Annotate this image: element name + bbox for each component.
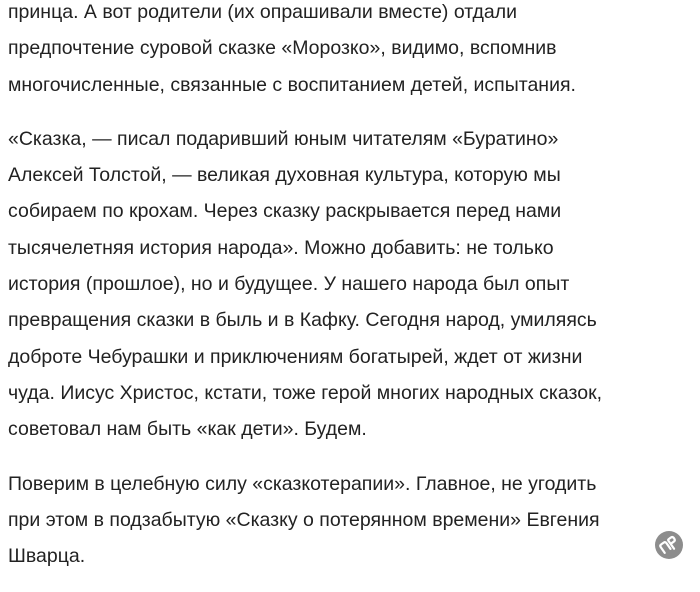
text-line: Алексей Толстой, — великая духовная культура, которую мы	[8, 164, 561, 187]
paragraph-3	[8, 466, 692, 575]
article-body	[8, 0, 692, 592]
text-line: Поверим в целебную силу «сказкотерапии». Главное, не угодить	[8, 472, 597, 495]
text-line: Шварца.	[8, 545, 86, 568]
publisher-logo-icon	[655, 531, 683, 559]
text-line: советовал нам быть «как дети». Будем.	[8, 418, 367, 441]
text-line: тысячелетняя история народа». Можно добавить: не только	[8, 236, 554, 259]
text-line: многочисленные, связанные с воспитанием детей, испытания.	[8, 73, 576, 96]
text-line: превращения сказки в быль и в Кафку. Сегодня народ, умиляясь	[8, 309, 597, 332]
text-line: при этом в подзабытую «Сказку о потерянном времени» Евгения	[8, 508, 600, 531]
publisher-logo-glyph	[658, 534, 680, 556]
text-line: доброте Чебурашки и приключениям богатырей, ждет от жизни	[8, 345, 583, 368]
text-line: принца. А вот родители (их опрашивали вместе) отдали	[8, 1, 518, 23]
text-line: собираем по крохам. Через сказку раскрывается перед нами	[8, 200, 562, 223]
text-line: чуда. Иисус Христос, кстати, тоже герой многих народных сказок,	[8, 381, 603, 404]
text-line: предпочтение суровой сказке «Морозко», видимо, вспомнив	[8, 37, 557, 60]
paragraph-2	[8, 121, 692, 448]
text-line: «Сказка, — писал подаривший юным читателям «Буратино»	[8, 127, 559, 150]
paragraph-1	[8, 0, 692, 103]
text-line: история (прошлое), но и будущее. У нашего народа был опыт	[8, 273, 570, 296]
